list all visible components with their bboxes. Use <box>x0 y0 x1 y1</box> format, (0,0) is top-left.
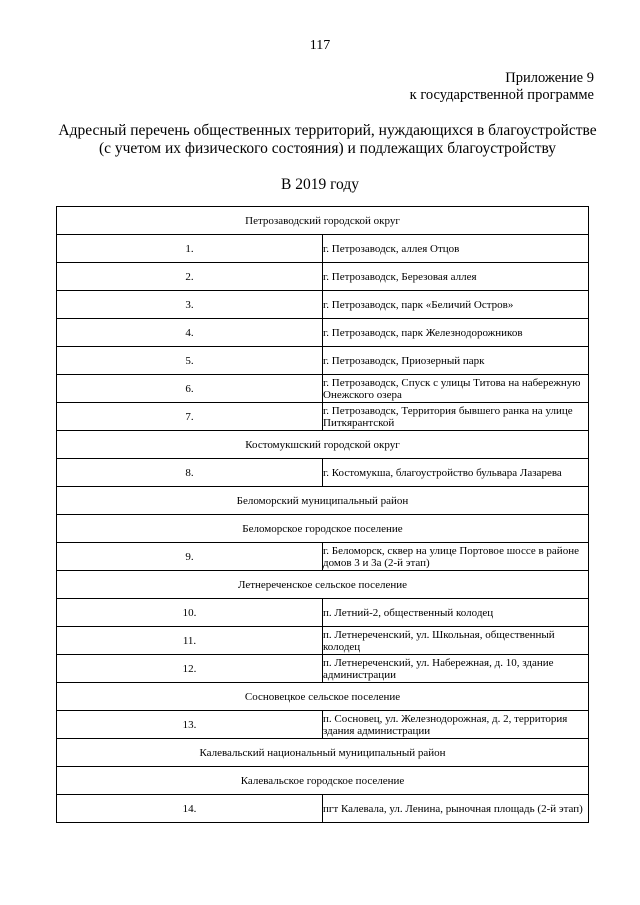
section-header-label: Летнереченское сельское поселение <box>57 571 589 599</box>
row-number: 1. <box>57 235 323 263</box>
table-row <box>57 795 589 823</box>
appendix-subtitle: к государственной программе <box>409 87 594 103</box>
row-number: 4. <box>57 319 323 347</box>
territory-address: г. Петрозаводск, Территория бывшего ранка на улице Питкярантской <box>323 403 589 431</box>
document-title <box>40 122 615 158</box>
section-header-row <box>57 487 589 515</box>
table-row <box>57 599 589 627</box>
territory-address: г. Петрозаводск, Березовая аллея <box>323 263 589 291</box>
document-title-line-1: Адресный перечень общественных территорий, нуждающихся в благоустройстве <box>58 122 597 139</box>
territory-table <box>56 206 589 823</box>
row-number: 9. <box>57 543 323 571</box>
section-header-row <box>57 739 589 767</box>
row-number: 11. <box>57 627 323 655</box>
row-number: 14. <box>57 795 323 823</box>
territory-address: п. Сосновец, ул. Железнодорожная, д. 2, территория здания администрации <box>323 711 589 739</box>
row-number: 10. <box>57 599 323 627</box>
row-number: 8. <box>57 459 323 487</box>
row-number: 2. <box>57 263 323 291</box>
table-row <box>57 543 589 571</box>
table-row <box>57 655 589 683</box>
document-title-line-2: (с учетом их физического состояния) и подлежащих благоустройству <box>98 140 557 157</box>
row-number: 12. <box>57 655 323 683</box>
territory-address: п. Летнереченский, ул. Набережная, д. 10, здание администрации <box>323 655 589 683</box>
row-number: 3. <box>57 291 323 319</box>
section-header-row <box>57 431 589 459</box>
row-number: 7. <box>57 403 323 431</box>
territory-address: пгт Калевала, ул. Ленина, рыночная площадь (2-й этап) <box>323 795 589 823</box>
territory-address: г. Беломорск, сквер на улице Портовое шоссе в районе домов 3 и 3а (2-й этап) <box>323 543 589 571</box>
table-row <box>57 319 589 347</box>
appendix-caption <box>410 70 594 104</box>
section-header-row <box>57 207 589 235</box>
territory-address: г. Петрозаводск, Спуск с улицы Титова на набережную Онежского озера <box>323 375 589 403</box>
section-header-label: Калевальский национальный муниципальный район <box>57 739 589 767</box>
section-header-label: Беломорский муниципальный район <box>57 487 589 515</box>
territory-address: г. Петрозаводск, аллея Отцов <box>323 235 589 263</box>
year-heading: В 2019 году <box>281 176 359 193</box>
territory-address: г. Петрозаводск, парк Железнодорожников <box>323 319 589 347</box>
row-number: 6. <box>57 375 323 403</box>
section-header-label: Петрозаводский городской округ <box>57 207 589 235</box>
territory-address: п. Летний-2, общественный колодец <box>323 599 589 627</box>
row-number: 5. <box>57 347 323 375</box>
page-number: 117 <box>309 38 331 53</box>
table-row <box>57 291 589 319</box>
section-header-row <box>57 571 589 599</box>
table-row <box>57 459 589 487</box>
appendix-title: Приложение 9 <box>505 70 594 86</box>
territory-address: г. Петрозаводск, Приозерный парк <box>323 347 589 375</box>
territory-table-body <box>57 207 589 823</box>
table-row <box>57 263 589 291</box>
section-header-label: Костомукшский городской округ <box>57 431 589 459</box>
row-number: 13. <box>57 711 323 739</box>
section-header-label: Беломорское городское поселение <box>57 515 589 543</box>
table-row <box>57 235 589 263</box>
section-header-row <box>57 767 589 795</box>
table-row <box>57 403 589 431</box>
section-header-row <box>57 683 589 711</box>
table-row <box>57 375 589 403</box>
table-row <box>57 627 589 655</box>
territory-address: п. Летнереченский, ул. Школьная, общественный колодец <box>323 627 589 655</box>
territory-address: г. Костомукша, благоустройство бульвара Лазарева <box>323 459 589 487</box>
table-row <box>57 347 589 375</box>
section-header-row <box>57 515 589 543</box>
table-row <box>57 711 589 739</box>
section-header-label: Сосновецкое сельское поселение <box>57 683 589 711</box>
section-header-label: Калевальское городское поселение <box>57 767 589 795</box>
territory-address: г. Петрозаводск, парк «Беличий Остров» <box>323 291 589 319</box>
